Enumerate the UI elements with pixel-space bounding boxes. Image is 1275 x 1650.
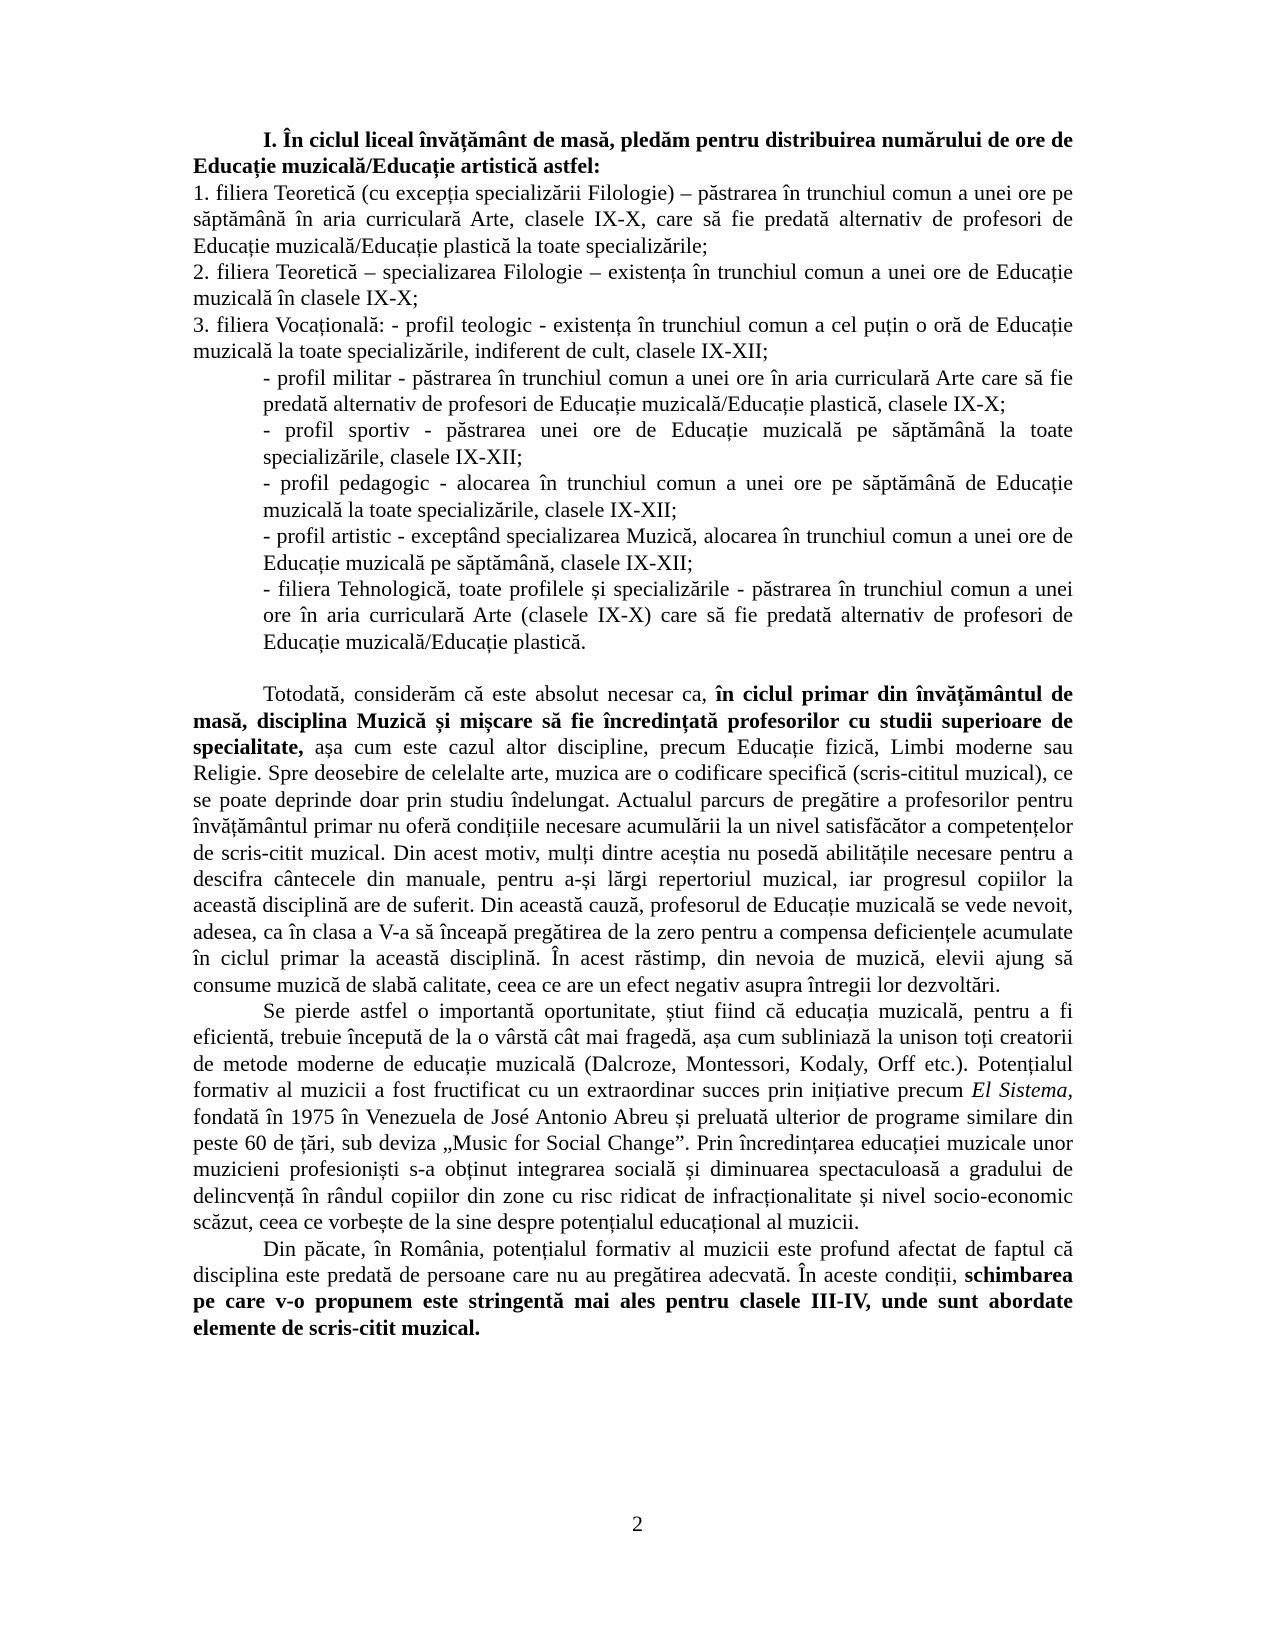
- sub-item-militar: - profil militar - păstrarea în trunchiul comun a unei ore în aria curriculară Arte care să fie predată alternativ de profesori de Educație muzicală/Educație plastică, clasele IX-X;: [263, 364, 1073, 417]
- paragraph-primary-cycle: Totodată, considerăm că este absolut necesar ca, în ciclul primar din învățământul de masă, disciplina Muzică și mișcare să fie încredințată profesorilor cu studii superioare de specialitate, așa cum este cazul altor discipline, precum Educație fizică, Limbi moderne sau Religie. Spre deosebire de celelalte arte, muzica are o codificare specifică (scris-cititul muzical), ce se poate deprinde doar prin studiu îndelungat. Actualul parcurs de pregătire a profesorilor pentru învățământul primar nu oferă condițiile necesare acumulării la un nivel satisfăcător a competențelor de scris-citit muzical. Din acest motiv, mulți dintre aceștia nu posedă abilitățile necesare pentru a descifra cântecele din manuale, pentru a-și lărgi repertoriul muzical, iar progresul copiilor la această disciplină are de suferit. Din această cauză, profesorul de Educație muzicală se vede nevoit, adesea, ca în clasa a V-a să înceapă pregătirea de la zero pentru a compensa deficiențele acumulate în ciclul primar la această disciplină. În acest răstimp, din nevoia de muzică, elevii ajung să consume muzică de slabă calitate, ceea ce are un efect negativ asupra întregii lor dezvoltări.: [193, 681, 1073, 997]
- list-item-1: 1. filiera Teoretică (cu excepția specializării Filologie) – păstrarea în trunchiul comun a unei ore pe săptămână în aria curriculară Arte, clasele IX-X, care să fie predată alternativ de profesori de Educație muzicală/Educație plastică la toate specializările;: [193, 179, 1073, 258]
- sub-item-tehnologica: - filiera Tehnologică, toate profilele și specializările - păstrarea în trunchiul comun a unei ore în aria curriculară Arte (clasele IX-X) care să fie predată alternativ de profesori de Educație muzicală/Educație plastică.: [263, 575, 1073, 654]
- page-number: 2: [632, 1511, 643, 1536]
- list-item-2: 2. filiera Teoretică – specializarea Filologie – existența în trunchiul comun a unei ore de Educație muzicală în clasele IX-X;: [193, 259, 1073, 311]
- sub-item-pedagogic: - profil pedagogic - alocarea în trunchiul comun a unei ore pe săptămână de Educație muzicală la toate specializările, clasele IX-XII;: [263, 470, 1073, 522]
- page-body: [193, 127, 1073, 1341]
- section-heading: I. În ciclul liceal învățământ de masă, pledăm pentru distribuirea numărului de ore de Educație muzicală/Educație artistică astfel:: [193, 127, 1073, 179]
- list-item-3: 3. filiera Vocațională: - profil teologic - existența în trunchiul comun a cel puțin o oră de Educație muzicală la toate specializările, indiferent de cult, clasele IX-XII;: [193, 311, 1073, 364]
- paragraph-romania: Din păcate, în România, potențialul formativ al muzicii este profund afectat de faptul că disciplina este predată de persoane care nu au pregătirea adecvată. În aceste condiții, schimbarea pe care v-o propunem este stringentă mai ales pentru clasele III-IV, unde sunt abordate elemente de scris-citit muzical.: [193, 1235, 1073, 1340]
- paragraph-opportunity: Se pierde astfel o importantă oportunitate, știut fiind că educația muzicală, pentru a fi eficientă, trebuie începută de la o vârstă cât mai fragedă, așa cum subliniază la unison toți creatorii de metode moderne de educație muzicală (Dalcroze, Montessori, Kodaly, Orff etc.). Potențialul formativ al muzicii a fost fructificat cu un extraordinar succes prin inițiative precum El Sistema, fondată în 1975 în Venezuela de José Antonio Abreu și preluată ulterior de programe similare din peste 60 de țări, sub deviza „Music for Social Change”. Prin încredințarea educației muzicale unor muzicieni profesioniști s-a obținut integrarea socială și diminuarea spectaculoasă a gradului de delincvență în rândul copiilor din zone cu risc ridicat de infracționalitate și nivel socio-economic scăzut, ceea ce vorbește de la sine despre potențialul educațional al muzicii.: [193, 998, 1073, 1235]
- sub-item-artistic: - profil artistic - exceptând specializarea Muzică, alocarea în trunchiul comun a unei ore de Educație muzicală pe săptămână, clasele IX-XII;: [263, 523, 1073, 575]
- paragraph-spacer: [193, 655, 1073, 681]
- sub-item-sportiv: - profil sportiv - păstrarea unei ore de Educație muzicală pe săptămână la toate specializările, clasele IX-XII;: [263, 417, 1073, 469]
